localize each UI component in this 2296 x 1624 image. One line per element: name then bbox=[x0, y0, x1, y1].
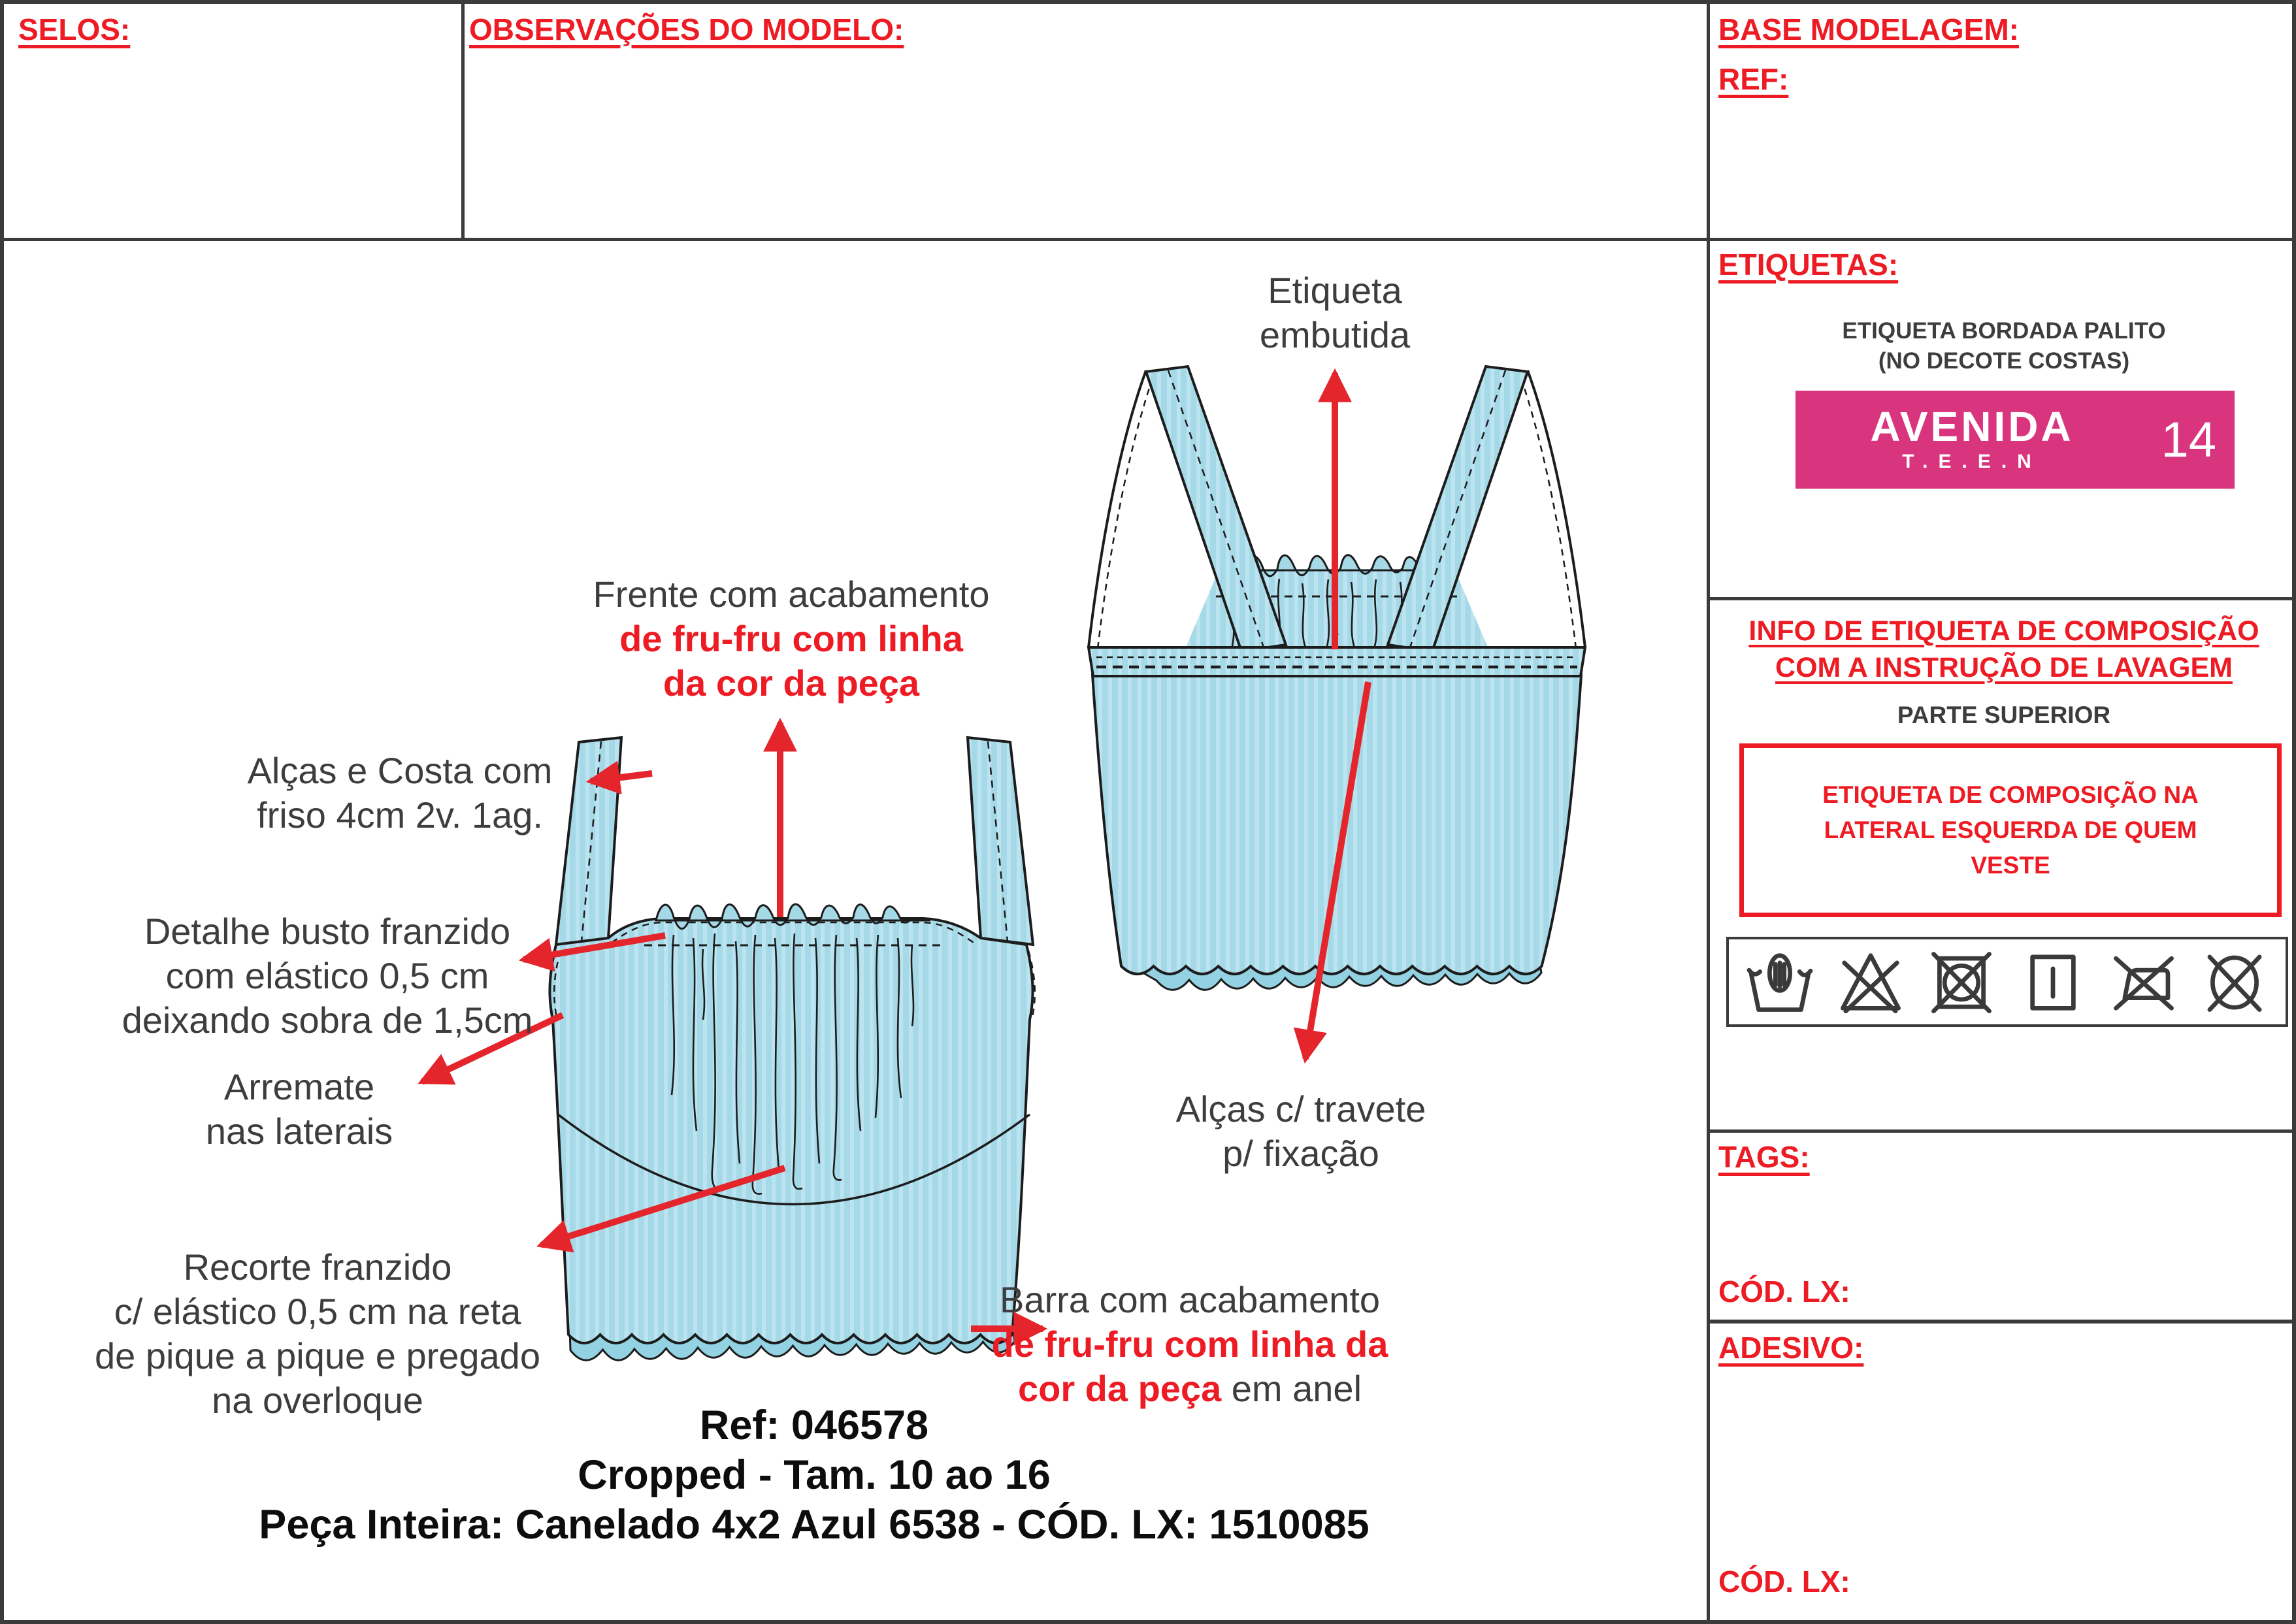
hand-wash-icon bbox=[1743, 945, 1816, 1018]
annotation-alcas-costa: Alças e Costa com friso 4cm 2v. 1ag. bbox=[247, 750, 553, 836]
composicao-box-line3: VESTE bbox=[1971, 852, 2050, 879]
etiqueta-note-line2: (NO DECOTE COSTAS) bbox=[1878, 348, 2130, 374]
back-view-technical-drawing bbox=[1069, 360, 1605, 1013]
annotation-etiqueta-embutida: Etiqueta embutida bbox=[1259, 270, 1411, 355]
back-body bbox=[1092, 675, 1581, 974]
composicao-box bbox=[1739, 743, 2282, 917]
composicao-title bbox=[1711, 613, 2296, 686]
front-left-strap bbox=[556, 738, 621, 945]
base-modelagem-label: BASE MODELAGEM: bbox=[1718, 12, 2019, 46]
brand-sub: T.E.E.N bbox=[1902, 451, 2042, 472]
adesivo-cod-lx-label: CÓD. LX: bbox=[1718, 1565, 1850, 1599]
front-view-technical-drawing bbox=[546, 713, 1043, 1372]
annotation-recorte: Recorte franzido c/ elástico 0,5 cm na reta de pique a pique e pregado na overloque bbox=[95, 1246, 540, 1421]
annotation-detalhe-busto: Detalhe busto franzido com elástico 0,5 cm deixando sobra de 1,5cm bbox=[122, 911, 533, 1041]
divider-info-tags bbox=[1707, 1129, 2296, 1133]
divider-tags-adesivo bbox=[1707, 1320, 2296, 1324]
etiqueta-note bbox=[1711, 316, 2296, 376]
back-band bbox=[1089, 647, 1585, 676]
footer-model: Cropped - Tam. 10 ao 16 bbox=[578, 1452, 1051, 1498]
parte-superior-label: PARTE SUPERIOR bbox=[1897, 702, 2111, 728]
composicao-box-line2: LATERAL ESQUERDA DE QUEM bbox=[1824, 817, 2197, 843]
do-not-dry-clean-icon bbox=[2198, 945, 2271, 1018]
divider-etiquetas-info bbox=[1707, 597, 2296, 600]
composicao-box-line1: ETIQUETA DE COMPOSIÇÃO NA bbox=[1822, 781, 2199, 808]
front-body bbox=[549, 918, 1032, 1343]
drip-dry-icon bbox=[2016, 945, 2090, 1018]
annotation-barra: Barra com acabamento de fru-fru com linha da cor da peça em anel bbox=[991, 1279, 1388, 1409]
tags-title: TAGS: bbox=[1718, 1140, 1810, 1174]
annotation-alcas-travete: Alças c/ travete p/ fixação bbox=[1175, 1088, 1426, 1174]
footer-ref: Ref: 046578 bbox=[699, 1403, 929, 1448]
do-not-tumble-dry-icon bbox=[1925, 945, 1998, 1018]
tags-cod-lx-label: CÓD. LX: bbox=[1718, 1275, 1850, 1308]
annotation-arremate: Arremate nas laterais bbox=[205, 1066, 393, 1152]
brand-name: AVENIDA bbox=[1870, 403, 2074, 450]
divider-top-row bbox=[4, 238, 2296, 241]
footer-material: Peça Inteira: Canelado 4x2 Azul 6538 - CÓD. LX: 1510085 bbox=[259, 1502, 1369, 1548]
do-not-iron-icon bbox=[2107, 945, 2180, 1018]
brand-size: 14 bbox=[2161, 412, 2216, 468]
front-right-strap bbox=[968, 738, 1033, 945]
footer-title bbox=[161, 1401, 1468, 1550]
divider-sidebar bbox=[1707, 4, 1710, 1624]
do-not-bleach-icon bbox=[1834, 945, 1907, 1018]
brand-label bbox=[1796, 391, 2235, 489]
etiqueta-note-line1: ETIQUETA BORDADA PALITO bbox=[1842, 318, 2166, 344]
etiquetas-title: ETIQUETAS: bbox=[1718, 248, 1899, 282]
ref-label: REF: bbox=[1718, 62, 1789, 96]
observacoes-label: OBSERVAÇÕES DO MODELO: bbox=[469, 12, 904, 46]
annotation-frente: Frente com acabamento de fru-fru com linha da cor da peça bbox=[593, 574, 990, 704]
composicao-title-line2: COM A INSTRUÇÃO DE LAVAGEM bbox=[1775, 652, 2233, 683]
divider-selos-observacoes bbox=[461, 4, 465, 239]
care-symbols-box bbox=[1726, 937, 2288, 1027]
composicao-title-line1: INFO DE ETIQUETA DE COMPOSIÇÃO bbox=[1748, 615, 2259, 647]
adesivo-title: ADESIVO: bbox=[1718, 1331, 1864, 1365]
selos-label: SELOS: bbox=[18, 12, 131, 46]
